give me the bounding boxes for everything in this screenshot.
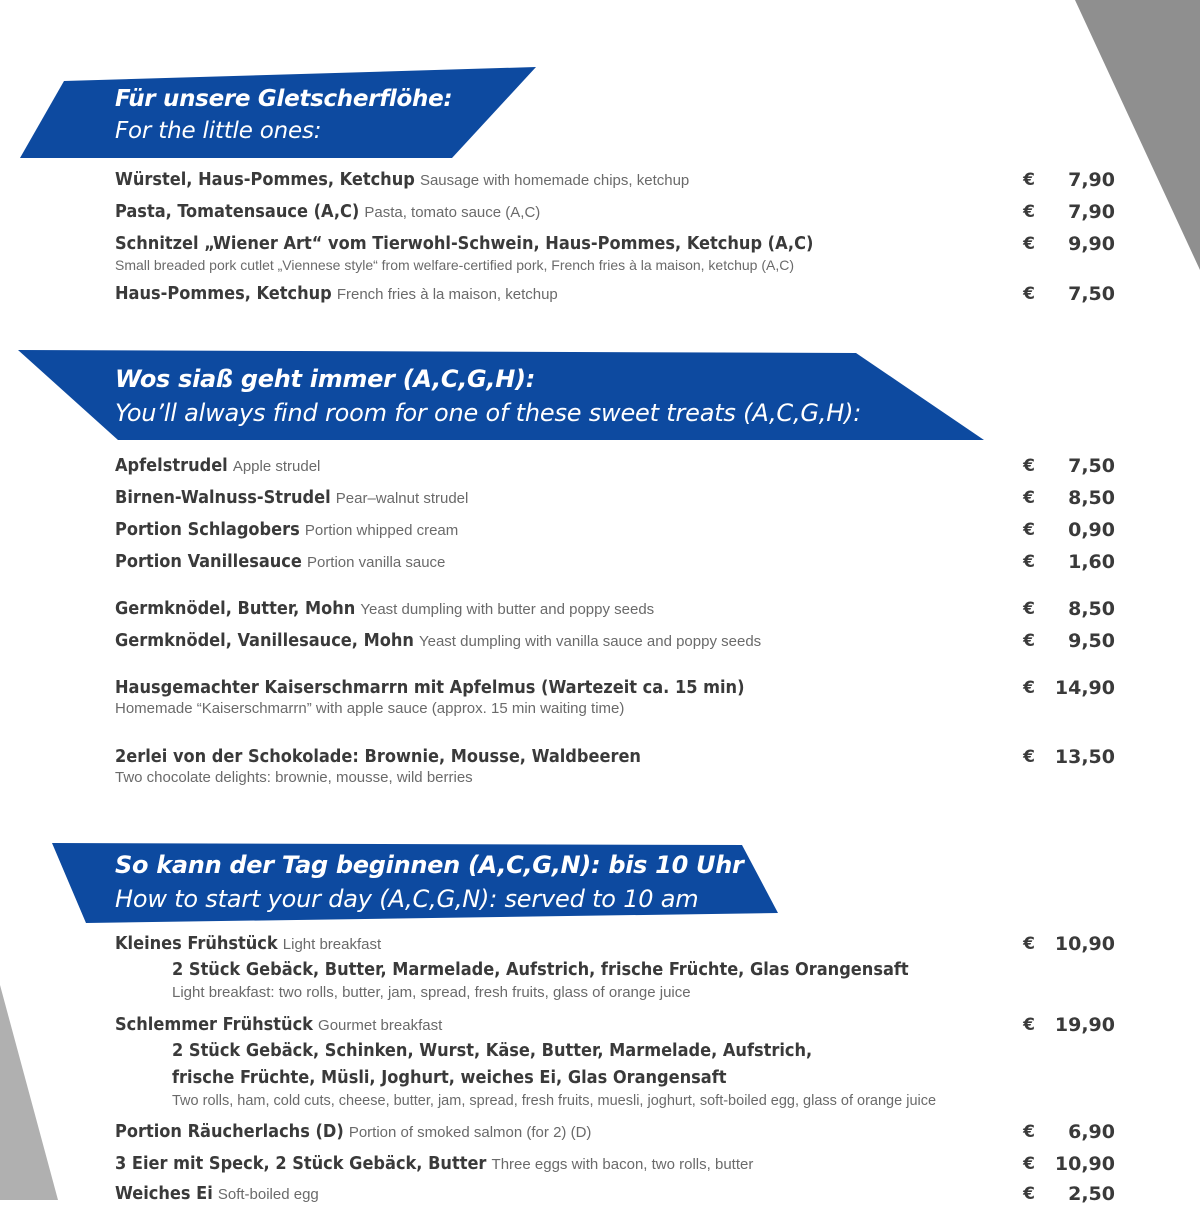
item-name-de: Portion Räucherlachs (D) [115, 1121, 344, 1142]
item-price: 10,90 [1054, 1153, 1115, 1175]
currency-symbol: € [1023, 456, 1035, 476]
menu-item [115, 283, 1115, 306]
item-name-de: Kleines Frühstück [115, 933, 278, 954]
item-name-en: Pasta, tomato sauce (A,C) [364, 204, 541, 221]
item-name-de: Pasta, Tomatensauce (A,C) [115, 201, 360, 222]
decor-shape-bottom-left [0, 985, 58, 1200]
item-price: 1,60 [1068, 551, 1115, 573]
item-name-de: 3 Eier mit Speck, 2 Stück Gebäck, Butter [115, 1153, 487, 1174]
item-name-en: Portion vanilla sauce [306, 554, 446, 571]
item-name-en: Light breakfast [282, 936, 382, 953]
item-name-en: Pear–walnut strudel [335, 490, 469, 507]
item-name-en: Small breaded pork cutlet „Viennese style“ from welfare-certified pork, French fries à la maison, ketchup (A,C) [115, 257, 795, 273]
section-banner-kids [20, 66, 540, 160]
menu-item [115, 201, 1115, 224]
item-price: 7,90 [1068, 169, 1115, 191]
item-price: 7,90 [1068, 201, 1115, 223]
item-name-en: French fries à la maison, ketchup [336, 286, 558, 303]
item-price: 7,50 [1068, 455, 1115, 477]
item-name-en: Sausage with homemade chips, ketchup [419, 172, 690, 189]
item-name-de: Weiches Ei [115, 1183, 213, 1204]
item-name-de: Germknödel, Butter, Mohn [115, 598, 356, 619]
section-banner-breakfast [52, 843, 780, 925]
item-price: 7,50 [1068, 283, 1115, 305]
item-price: 9,50 [1068, 630, 1115, 652]
currency-symbol: € [1023, 170, 1035, 190]
menu-item [115, 933, 1115, 1003]
section-banner-desserts [18, 350, 988, 442]
menu-item [115, 233, 1115, 275]
item-name-en: Yeast dumpling with vanilla sauce and poppy seeds [418, 633, 762, 650]
decor-shape-top-right [1075, 0, 1200, 270]
menu-item [115, 487, 1115, 510]
item-name-en: Yeast dumpling with butter and poppy seeds [360, 601, 655, 618]
item-name-en: Two chocolate delights: brownie, mousse, wild berries [115, 769, 473, 786]
currency-symbol: € [1023, 631, 1035, 651]
section-title-de: Für unsere Gletscherflöhe: [115, 86, 453, 112]
item-price: 2,50 [1068, 1183, 1115, 1205]
currency-symbol: € [1023, 1015, 1035, 1035]
item-price: 13,50 [1054, 746, 1115, 768]
currency-symbol: € [1023, 934, 1035, 954]
item-name-de: Schlemmer Frühstück [115, 1014, 313, 1035]
item-price: 9,90 [1068, 233, 1115, 255]
currency-symbol: € [1023, 202, 1035, 222]
menu-item [115, 1183, 1115, 1206]
item-price: 8,50 [1068, 487, 1115, 509]
item-price: 14,90 [1054, 677, 1115, 699]
item-name-de: Germknödel, Vanillesauce, Mohn [115, 630, 414, 651]
menu-item [115, 455, 1115, 478]
currency-symbol: € [1023, 552, 1035, 572]
item-name-de: Portion Schlagobers [115, 519, 300, 540]
menu-item [115, 630, 1115, 653]
item-details-en: Light breakfast: two rolls, butter, jam, spread, fresh fruits, glass of orange juice [172, 984, 691, 1001]
item-price: 10,90 [1054, 933, 1115, 955]
item-name-en: Portion of smoked salmon (for 2) (D) [348, 1124, 592, 1141]
currency-symbol: € [1023, 234, 1035, 254]
currency-symbol: € [1023, 599, 1035, 619]
item-name-en: Three eggs with bacon, two rolls, butter [491, 1156, 754, 1173]
section-title-en: How to start your day (A,C,G,N): served to 10 am [115, 885, 699, 913]
item-name-en: Soft-boiled egg [217, 1186, 319, 1203]
section-title-de: So kann der Tag beginnen (A,C,G,N): bis 10 Uhr [115, 851, 744, 879]
item-price: 8,50 [1068, 598, 1115, 620]
currency-symbol: € [1023, 678, 1035, 698]
currency-symbol: € [1023, 520, 1035, 540]
currency-symbol: € [1023, 1184, 1035, 1204]
menu-item [115, 519, 1115, 542]
item-details-de: 2 Stück Gebäck, Butter, Marmelade, Aufstrich, frische Früchte, Glas Orangensaft [172, 959, 909, 980]
menu-item [115, 169, 1115, 192]
menu-item [115, 1121, 1115, 1144]
menu-item [115, 551, 1115, 574]
currency-symbol: € [1023, 488, 1035, 508]
item-name-de: Würstel, Haus-Pommes, Ketchup [115, 169, 415, 190]
currency-symbol: € [1023, 284, 1035, 304]
item-details-en: Two rolls, ham, cold cuts, cheese, butter, jam, spread, fresh fruits, muesli, joghurt, soft-boiled egg, glass of orange juice [172, 1093, 937, 1109]
section-title-de: Wos siaß geht immer (A,C,G,H): [115, 365, 536, 393]
menu-item [115, 746, 1115, 788]
menu-item [115, 598, 1115, 621]
menu-item [115, 677, 1115, 719]
item-price: 19,90 [1054, 1014, 1115, 1036]
section-title-en: For the little ones: [115, 118, 322, 144]
menu-item [115, 1014, 1115, 1111]
section-title-en: You’ll always find room for one of these sweet treats (A,C,G,H): [115, 399, 862, 427]
currency-symbol: € [1023, 1122, 1035, 1142]
item-name-de: Schnitzel „Wiener Art“ vom Tierwohl-Schwein, Haus-Pommes, Ketchup (A,C) [115, 233, 814, 254]
item-name-de: Haus-Pommes, Ketchup [115, 283, 332, 304]
item-name-en: Portion whipped cream [304, 522, 459, 539]
item-price: 0,90 [1068, 519, 1115, 541]
item-details-de: frische Früchte, Müsli, Joghurt, weiches Ei, Glas Orangensaft [172, 1067, 727, 1088]
item-name-de: 2erlei von der Schokolade: Brownie, Mousse, Waldbeeren [115, 746, 641, 767]
item-price: 6,90 [1068, 1121, 1115, 1143]
item-name-en: Apple strudel [232, 458, 321, 475]
item-name-de: Birnen-Walnuss-Strudel [115, 487, 331, 508]
currency-symbol: € [1023, 747, 1035, 767]
currency-symbol: € [1023, 1154, 1035, 1174]
item-details-de: 2 Stück Gebäck, Schinken, Wurst, Käse, Butter, Marmelade, Aufstrich, [172, 1040, 813, 1061]
menu-item [115, 1153, 1115, 1176]
item-name-en: Homemade “Kaiserschmarrn” with apple sauce (approx. 15 min waiting time) [115, 700, 625, 717]
item-name-en: Gourmet breakfast [318, 1017, 443, 1034]
item-name-de: Apfelstrudel [115, 455, 228, 476]
item-name-de: Hausgemachter Kaiserschmarrn mit Apfelmus (Wartezeit ca. 15 min) [115, 677, 745, 698]
item-name-de: Portion Vanillesauce [115, 551, 302, 572]
